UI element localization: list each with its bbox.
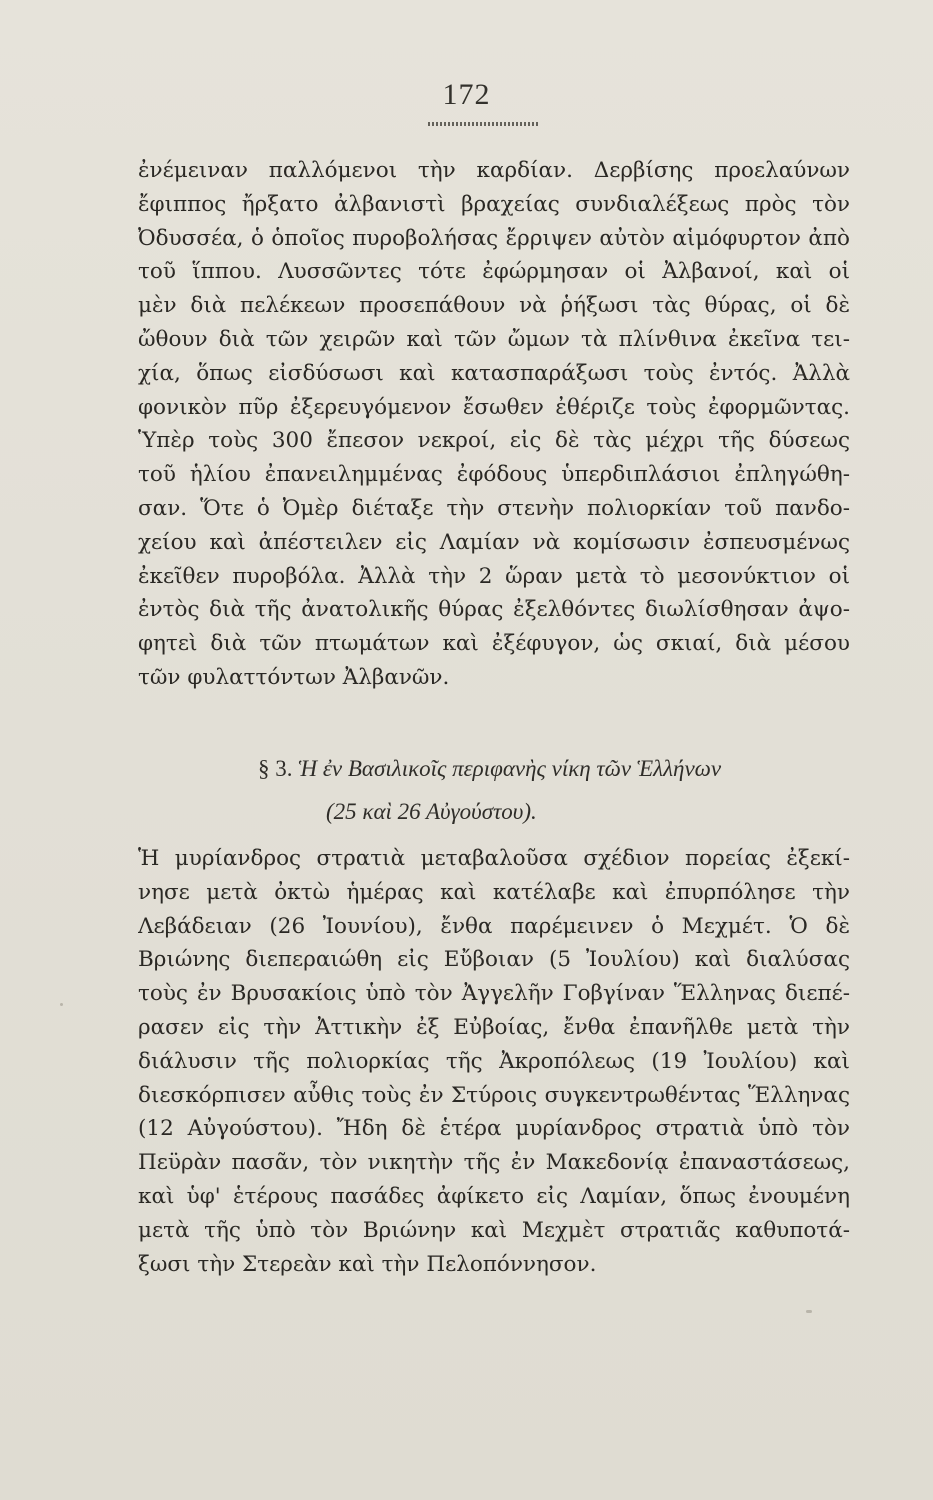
text-line: Ὑπὲρ τοὺς 300 ἔπεσον νεκροί, εἰς δὲ τὰς μέχρι τῆς δύσεως (138, 428, 850, 454)
text-line: ἐνέμειναν παλλόμενοι τὴν καρδίαν. Δερβίσης προελαύνων (138, 158, 850, 183)
text-line: ὤθουν διὰ τῶν χειρῶν καὶ τῶν ὤμων τὰ πλίνθινα ἐκεῖνα τει- (138, 326, 850, 352)
text-line: (12 Αὐγούστου). Ἤδη δὲ ἑτέρα μυρίανδρος στρατιὰ ὑπὸ τὸν (138, 1116, 850, 1142)
text-line: Λεβάδειαν (26 Ἰουνίου), ἔνθα παρέμεινεν ὁ Μεχμέτ. Ὁ δὲ (138, 913, 850, 939)
page-number: 172 (442, 78, 491, 111)
paper-speck (60, 1003, 63, 1006)
text-line: ρασεν εἰς τὴν Ἀττικὴν ἐξ Εὐβοίας, ἔνθα ἐπανῆλθε μετὰ τὴν (138, 1014, 850, 1040)
text-line: μετὰ τῆς ὑπὸ τὸν Βριώνην καὶ Μεχμὲτ στρατιᾶς καθυποτά- (138, 1217, 850, 1243)
text-line: μὲν διὰ πελέκεων προσεπάθουν νὰ ῥήξωσι τὰς θύρας, οἱ δὲ (138, 293, 850, 319)
text-line: νησε μετὰ ὀκτὼ ἡμέρας καὶ κατέλαβε καὶ ἐπυρπόλησε τὴν (138, 879, 850, 905)
section-dates: (25 καὶ 26 Αὐγούστου). (326, 799, 537, 824)
text-line: ξωσι τὴν Στερεὰν καὶ τὴν Πελοπόννησον. (138, 1251, 597, 1277)
section-heading (258, 756, 933, 782)
text-line: Ὀδυσσέα, ὁ ὁποῖος πυροβολήσας ἔρριψεν αὐτὸν αἱμόφυρτον ἀπὸ (138, 225, 850, 251)
text-line: σαν. Ὅτε ὁ Ὀμὲρ διέταξε τὴν στενὴν πολιορκίαν τοῦ πανδο- (138, 495, 850, 521)
text-line: διάλυσιν τῆς πολιορκίας τῆς Ἀκροπόλεως (19 Ἰουλίου) καὶ (138, 1048, 850, 1074)
text-line: χία, ὅπως εἰσδύσωσι καὶ κατασπαράξωσι τοὺς ἐντός. Ἀλλὰ (138, 360, 850, 386)
text-line: τῶν φυλαττόντων Ἀλβανῶν. (138, 664, 450, 690)
decorative-rule (428, 122, 540, 126)
text-line: φονικὸν πῦρ ἐξερευγόμενον ἔσωθεν ἐθέριζε τοὺς ἐφορμῶντας. (138, 394, 850, 420)
text-line: τοῦ ἵππου. Λυσσῶντες τότε ἐφώρμησαν οἱ Ἀλβανοί, καὶ οἱ (138, 259, 850, 285)
text-line: Πεϋρὰν πασᾶν, τὸν νικητὴν τῆς ἐν Μακεδονίᾳ ἐπαναστάσεως, (138, 1150, 850, 1176)
section-number: § 3. (258, 756, 293, 781)
paragraph-2 (138, 842, 850, 1281)
text-line: ἐκεῖθεν πυροβόλα. Ἀλλὰ τὴν 2 ὥραν μετὰ τὸ μεσονύκτιον οἱ (138, 563, 850, 589)
text-line: καὶ ὑφ' ἑτέρους πασάδες ἀφίκετο εἰς Λαμίαν, ὅπως ἐνουμένη (138, 1183, 850, 1209)
text-line: τοῦ ἡλίου ἐπανειλημμένας ἐφόδους ὑπερδιπλάσιοι ἐπληγώθη- (138, 462, 850, 488)
text-line: φητεὶ διὰ τῶν πτωμάτων καὶ ἐξέφυγον, ὡς σκιαί, διὰ μέσου (138, 631, 850, 657)
text-line: τοὺς ἐν Βρυσακίοις ὑπὸ τὸν Ἀγγελῆν Γοβγίναν Ἕλληνας διεπέ- (138, 981, 850, 1007)
paragraph-1 (138, 154, 850, 695)
text-line: χείου καὶ ἀπέστειλεν εἰς Λαμίαν νὰ κομίσωσιν ἐσπευσμένως (138, 529, 850, 555)
text-line: Βριώνης διεπεραιώθη εἰς Εὔβοιαν (5 Ἰουλίου) καὶ διαλύσας (138, 947, 850, 973)
section-title: Ἡ ἐν Βασιλικοῖς περιφανὴς νίκη τῶν Ἑλλήνων (298, 756, 722, 781)
text-line: ἐντὸς διὰ τῆς ἀνατολικῆς θύρας ἐξελθόντες διωλίσθησαν ἀψο- (138, 597, 850, 623)
text-line: Ἡ μυρίανδρος στρατιὰ μεταβαλοῦσα σχέδιον πορείας ἐξεκί- (138, 846, 850, 871)
paper-speck (806, 1310, 812, 1313)
text-line: ἔφιππος ἤρξατο ἀλβανιστὶ βραχείας συνδιαλέξεως πρὸς τὸν (138, 191, 850, 217)
text-line: διεσκόρπισεν αὖθις τοὺς ἐν Στύροις συγκεντρωθέντας Ἕλληνας (138, 1082, 850, 1108)
